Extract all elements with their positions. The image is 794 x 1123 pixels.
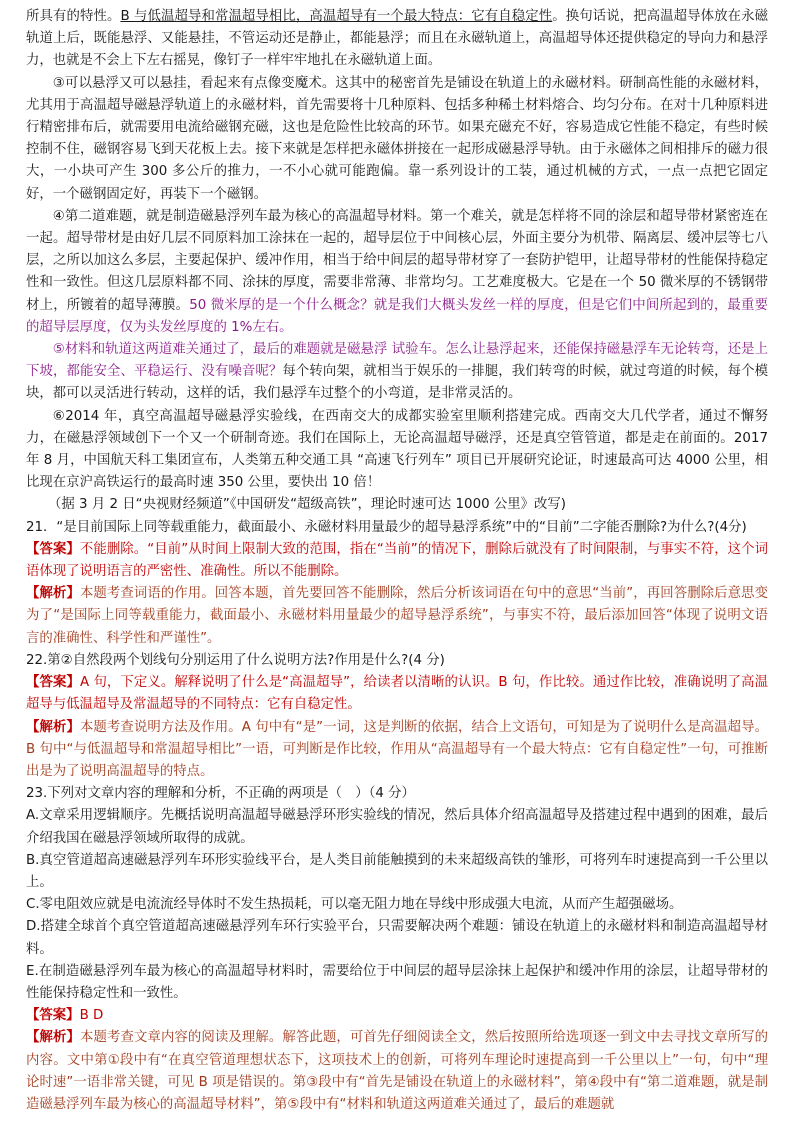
analysis-22: 【解析】本题考查说明方法及作用。A 句中有“是”一词，这是判断的依据，结合上文语句，可知是为了说明什么是高温超导。B 句中“与低温超导和常温超导相比”一语，可判断是作比较，作用从“高温超导有一个最大特点：它有自稳定性”一句，可推断出是为了说明高温超导的特点。 bbox=[26, 719, 769, 779]
option-c: C.零电阻效应就是电流流经导体时不发生热损耗，可以毫无阻力地在导线中形成强大电流，从而产生超强磁场。 bbox=[26, 897, 683, 913]
passage-paragraph-3: ③可以悬浮又可以悬挂，看起来有点像变魔术。这其中的秘密首先是铺设在轨道上的永磁材料。研制高性能的永磁材料，尤其用于高温超导磁悬浮轨道上的永磁材料，首先需要将十几种原料、包括多种稀土材料熔合、均匀分布。在对十几种原料进行精密排布后，就需要用电流给磁钢充磁，这也是危险性比较高的环节。如果充磁充不好，容易造成它性能不稳定，有些时候控制不住，磁钢容易飞到天花板上去。接下来就是怎样把永磁体拼接在一起形成磁悬浮导轨。由于永磁体之间相排斥的磁力很大，一小块可产生 300 多公斤的推力，一不小心就可能跑偏。靠一系列设计的工装，通过机械的方式，一点一点把它固定好，一个磁钢固定好，再装下一个磁钢。 bbox=[26, 75, 768, 202]
question-21: 21．“是目前国际上同等载重能力，截面最小、永磁材料用量最少的超导悬浮系统”中的“目前”二字能否删除?为什么?(4分) bbox=[26, 519, 747, 535]
analysis-tag: 【解析】 bbox=[26, 586, 80, 602]
answer-23: 【答案】B D bbox=[26, 1008, 104, 1024]
highlighted-text: ⑤材料和轨道这两道难关通过了，最后的难题就是磁悬浮 试验车。怎么让悬浮起来，还能保持磁悬浮车无论转弯，还是上下坡，都能安全、平稳运行、没有噪音呢？ bbox=[26, 342, 768, 380]
answer-22: 【答案】A 句，下定义。解释说明了什么是“高温超导”，给读者以清晰的认识。B 句，作比较。通过作比较，准确说明了高温超导与低温超导及常温超导的不同特点：它有自稳定性。 bbox=[26, 675, 769, 713]
answer-tag: 【答案】 bbox=[26, 1008, 80, 1024]
passage-source: （据 3 月 2 日“央视财经频道”《中国研发“超级高铁”，理论时速可达 1000 公里》改写) bbox=[48, 497, 567, 513]
analysis-23: 【解析】本题考查文章内容的阅读及理解。解答此题，可首先仔细阅读全文，然后按照所给选项逐一到文中去寻找文章所写的内容。文中第①段中有“在真空管道理想状态下，这项技术上的创新，可将列车理论时速提高到一千公里以上”一句，句中“理论时速”一语非常关键，可见 B 项是错误的。第③段中有“首先是铺设在轨道上的永磁材料”，第④段中有“第二道难题，就是制造磁悬浮列车最为核心的高温超导材料”，第⑤段中有“材料和轨道这两道难关通过了，最后的难题就 bbox=[26, 1030, 769, 1112]
option-a: A.文章采用逻辑顺序。先概括说明高温超导磁悬浮环形实验线的情况，然后具体介绍高温超导及搭建过程中遇到的困难，最后介绍我国在磁悬浮领域所取得的成就。 bbox=[26, 808, 768, 846]
option-b: B.真空管道超高速磁悬浮列车环形实验线平台，是人类目前能触摸到的未来超级高铁的雏形，可将列车时速提高到一千公里以上。 bbox=[26, 852, 768, 890]
answer-tag: 【答案】 bbox=[26, 675, 80, 691]
underlined-sentence-b: B 与低温超导和常温超导相比，高温超导有一个最大特点：它有自稳定性 bbox=[120, 9, 553, 24]
answer-tag: 【答案】 bbox=[26, 541, 80, 557]
analysis-tag: 【解析】 bbox=[26, 719, 80, 735]
option-e: E.在制造磁悬浮列车最为核心的高温超导材料时，需要给位于中间层的超导层涂抹上起保护和缓冲作用的涂层，让超导带材的性能保持稳定性和一致性。 bbox=[26, 963, 768, 1001]
passage-paragraph-5: ⑤材料和轨道这两道难关通过了，最后的难题就是磁悬浮 试验车。怎么让悬浮起来，还能保持磁悬浮车无论转弯，还是上下坡，都能安全、平稳运行、没有噪音呢？每个转向架，就相当于娱乐的一排腿，我们转弯的时候，就过弯道的时候，每个模块，都可以灵活进行转动，这样的话，我们悬浮车过整个的小弯道，是非常灵活的。 bbox=[26, 342, 769, 402]
highlighted-text: 50 微米厚的是一个什么概念？就是我们大概头发丝一样的厚度，但是它们中间所起到的，最重要的超导层厚度，仅为头发丝厚度的 1%左右。 bbox=[26, 297, 769, 335]
analysis-tag: 【解析】 bbox=[26, 1030, 80, 1046]
passage-paragraph-4: ④第二道难题，就是制造磁悬浮列车最为核心的高温超导材料。第一个难关，就是怎样将不同的涂层和超导带材紧密连在一起。超导带材是由好几层不同原料加工涂抹在一起的，超导层位于中间核心层，外面主要分为机带、隔离层、缓冲层等七八层，之所以加这么多层，主要起保护、缓冲作用，相当于给中间层的超导带材穿了一套防护铠甲，让超导带材的性能保持稳定性和一致性。但这几层原料都不同、涂抹的厚度，需要非常薄、非常均匀。工艺难度极大。它是在一个 50 微米厚的不锈钢带材上，所镀着的超导薄膜。50 微米厚的是一个什么概念？就是我们大概头发丝一样的厚度，但是它们中间所起到的，最重要的超导层厚度，仅为头发丝厚度的 1%左右。 bbox=[26, 208, 769, 335]
analysis-21: 【解析】本题考查词语的作用。回答本题，首先要回答不能删除，然后分析该词语在句中的意思“当前”，再回答删除后意思变为了“是国际上同等载重能力，截面最小、永磁材料用量最少的超导悬浮系统”，与事实不符，最后添加回答“体现了说明文语言的准确性、科学性和严谨性”。 bbox=[26, 586, 769, 646]
question-22: 22.第②自然段两个划线句分别运用了什么说明方法?作用是什么?(4 分) bbox=[26, 652, 445, 668]
answer-21: 【答案】不能删除。“目前”从时间上限制大致的范围，指在“当前”的情况下，删除后就没有了时间限制，与事实不符，这个词语体现了说明语言的严密性、准确性。所以不能删除。 bbox=[26, 541, 768, 580]
document-page bbox=[26, 6, 768, 1116]
option-d: D.搭建全球首个真空管道超高速磁悬浮列车环行实验平台，只需要解决两个难题：铺设在轨道上的永磁材料和制造高温超导材料。 bbox=[26, 919, 768, 957]
passage-paragraph-2-end: 所具有的特性。B 与低温超导和常温超导相比，高温超导有一个最大特点：它有自稳定性。换句话说，把高温超导体放在永磁轨道上后，既能悬浮、又能悬挂，不管运动还是静止，都能悬浮；而且在永磁轨道上，高温超导体还提供稳定的导向力和悬浮力，也就是不会上下左右摇晃，像钉子一样牢牢地扎在永磁轨道上面。 bbox=[26, 9, 769, 69]
passage-paragraph-6: ⑥2014 年，真空高温超导磁悬浮实验线，在西南交大的成都实验室里顺利搭建完成。西南交大几代学者，通过不懈努力，在磁悬浮领域创下一个又一个研制奇迹。我们在国际上，无论高温超导磁浮，还是真空管管道，都是走在前面的。2017 年 8 月，中国航天科工集团宣布，人类第五种交通工具 “高速飞行列车” 项目已开展研究论证，时速最高可达 4000 公里，相比现在京沪高铁运行的最高时速 350 公里，要快出 10 倍！ bbox=[26, 408, 768, 491]
question-23: 23.下列对文章内容的理解和分析，不正确的两项是（ ）（4 分） bbox=[26, 786, 415, 802]
